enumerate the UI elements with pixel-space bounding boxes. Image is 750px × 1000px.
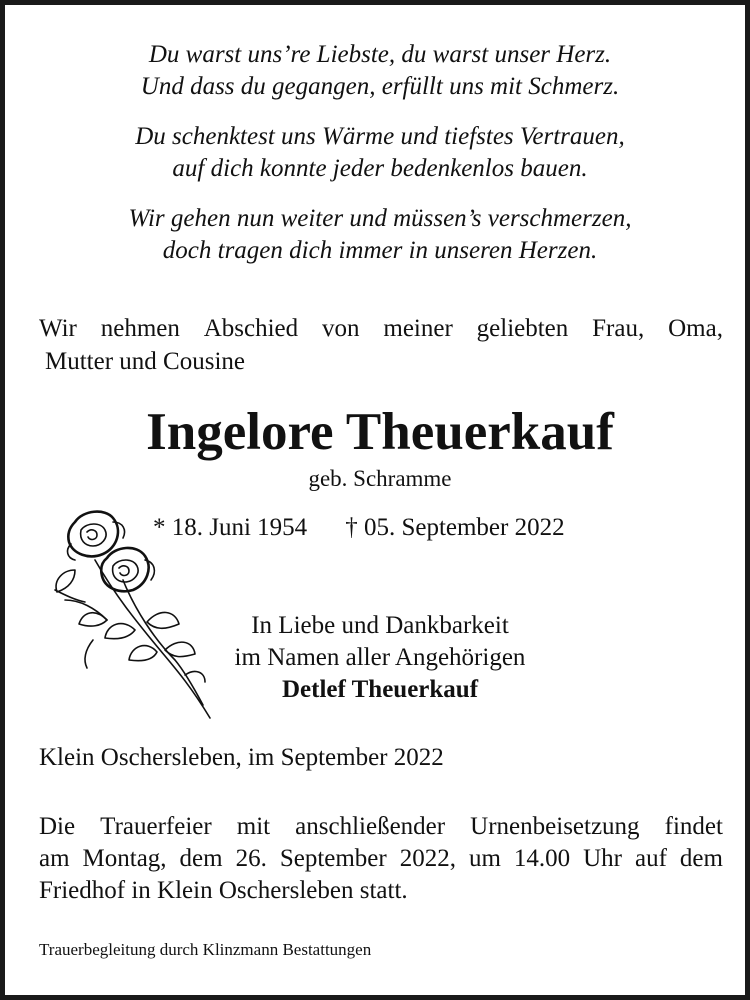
word: Frau,: [592, 315, 645, 342]
farewell-intro-line2: Mutter und Cousine: [45, 348, 245, 375]
word: Urnenbeisetzung: [470, 813, 640, 840]
birth-date: * 18. Juni 1954: [153, 514, 308, 541]
poem-stanza: [5, 203, 750, 266]
word: Uhr: [583, 845, 623, 872]
word: Montag,: [82, 845, 167, 872]
word: September: [279, 845, 387, 872]
funeral-line3: Friedhof in Klein Oschersleben statt.: [39, 877, 408, 904]
poem-line: Wir gehen nun weiter und müssen’s verschmerzen,: [128, 205, 632, 232]
undertaker-note: Trauerbegleitung durch Klinzmann Bestattungen: [39, 940, 372, 959]
word: findet: [664, 813, 723, 840]
word: dem: [679, 845, 723, 872]
word: nehmen: [100, 315, 180, 342]
poem-line: Und dass du gegangen, erfüllt uns mit Schmerz.: [140, 72, 620, 100]
poem-line: doch tragen dich immer in unseren Herzen.: [162, 236, 598, 264]
word: Trauerfeier: [100, 813, 212, 840]
poem-line: auf dich konnte jeder bedenkenlos bauen.: [172, 154, 588, 182]
word: mit: [236, 813, 271, 840]
word: um: [468, 845, 501, 872]
poem-line: Du schenktest uns Wärme und tiefstes Vertrauen,: [135, 123, 625, 150]
word: am: [39, 845, 70, 872]
word: von: [322, 315, 360, 342]
word: Abschied: [203, 315, 299, 342]
poem-stanza: [5, 39, 750, 102]
signoff-line2: im Namen aller Angehörigen: [234, 644, 526, 671]
word: 26.: [235, 845, 267, 872]
word: geliebten: [476, 315, 569, 342]
signoff: [205, 610, 555, 706]
maiden-name: geb. Schramme: [308, 466, 452, 491]
word: meiner: [383, 315, 453, 342]
funeral-line1: [39, 811, 723, 843]
word: 14.00: [513, 845, 571, 872]
word: dem: [179, 845, 223, 872]
signer-name: Detlef Theuerkauf: [281, 676, 479, 703]
word: Die: [39, 813, 76, 840]
farewell-intro-line1: [39, 312, 723, 345]
farewell-intro: [39, 312, 723, 378]
funeral-line2: [39, 843, 723, 875]
death-date: † 05. September 2022: [345, 514, 565, 541]
funeral-info: [39, 811, 723, 907]
deceased-name: Ingelore Theuerkauf: [146, 403, 614, 461]
word: auf: [635, 845, 667, 872]
word: Wir: [39, 315, 77, 342]
roses-icon: [35, 500, 225, 730]
poem: [5, 39, 750, 285]
place-date: Klein Oschersleben, im September 2022: [39, 744, 444, 771]
word: 2022,: [399, 845, 456, 872]
poem-stanza: [5, 121, 750, 184]
word: anschließender: [295, 813, 446, 840]
poem-line: Du warst uns’re Liebste, du warst unser Herz.: [148, 41, 612, 68]
signoff-line1: In Liebe und Dankbarkeit: [251, 612, 509, 639]
word: Oma,: [668, 315, 723, 342]
